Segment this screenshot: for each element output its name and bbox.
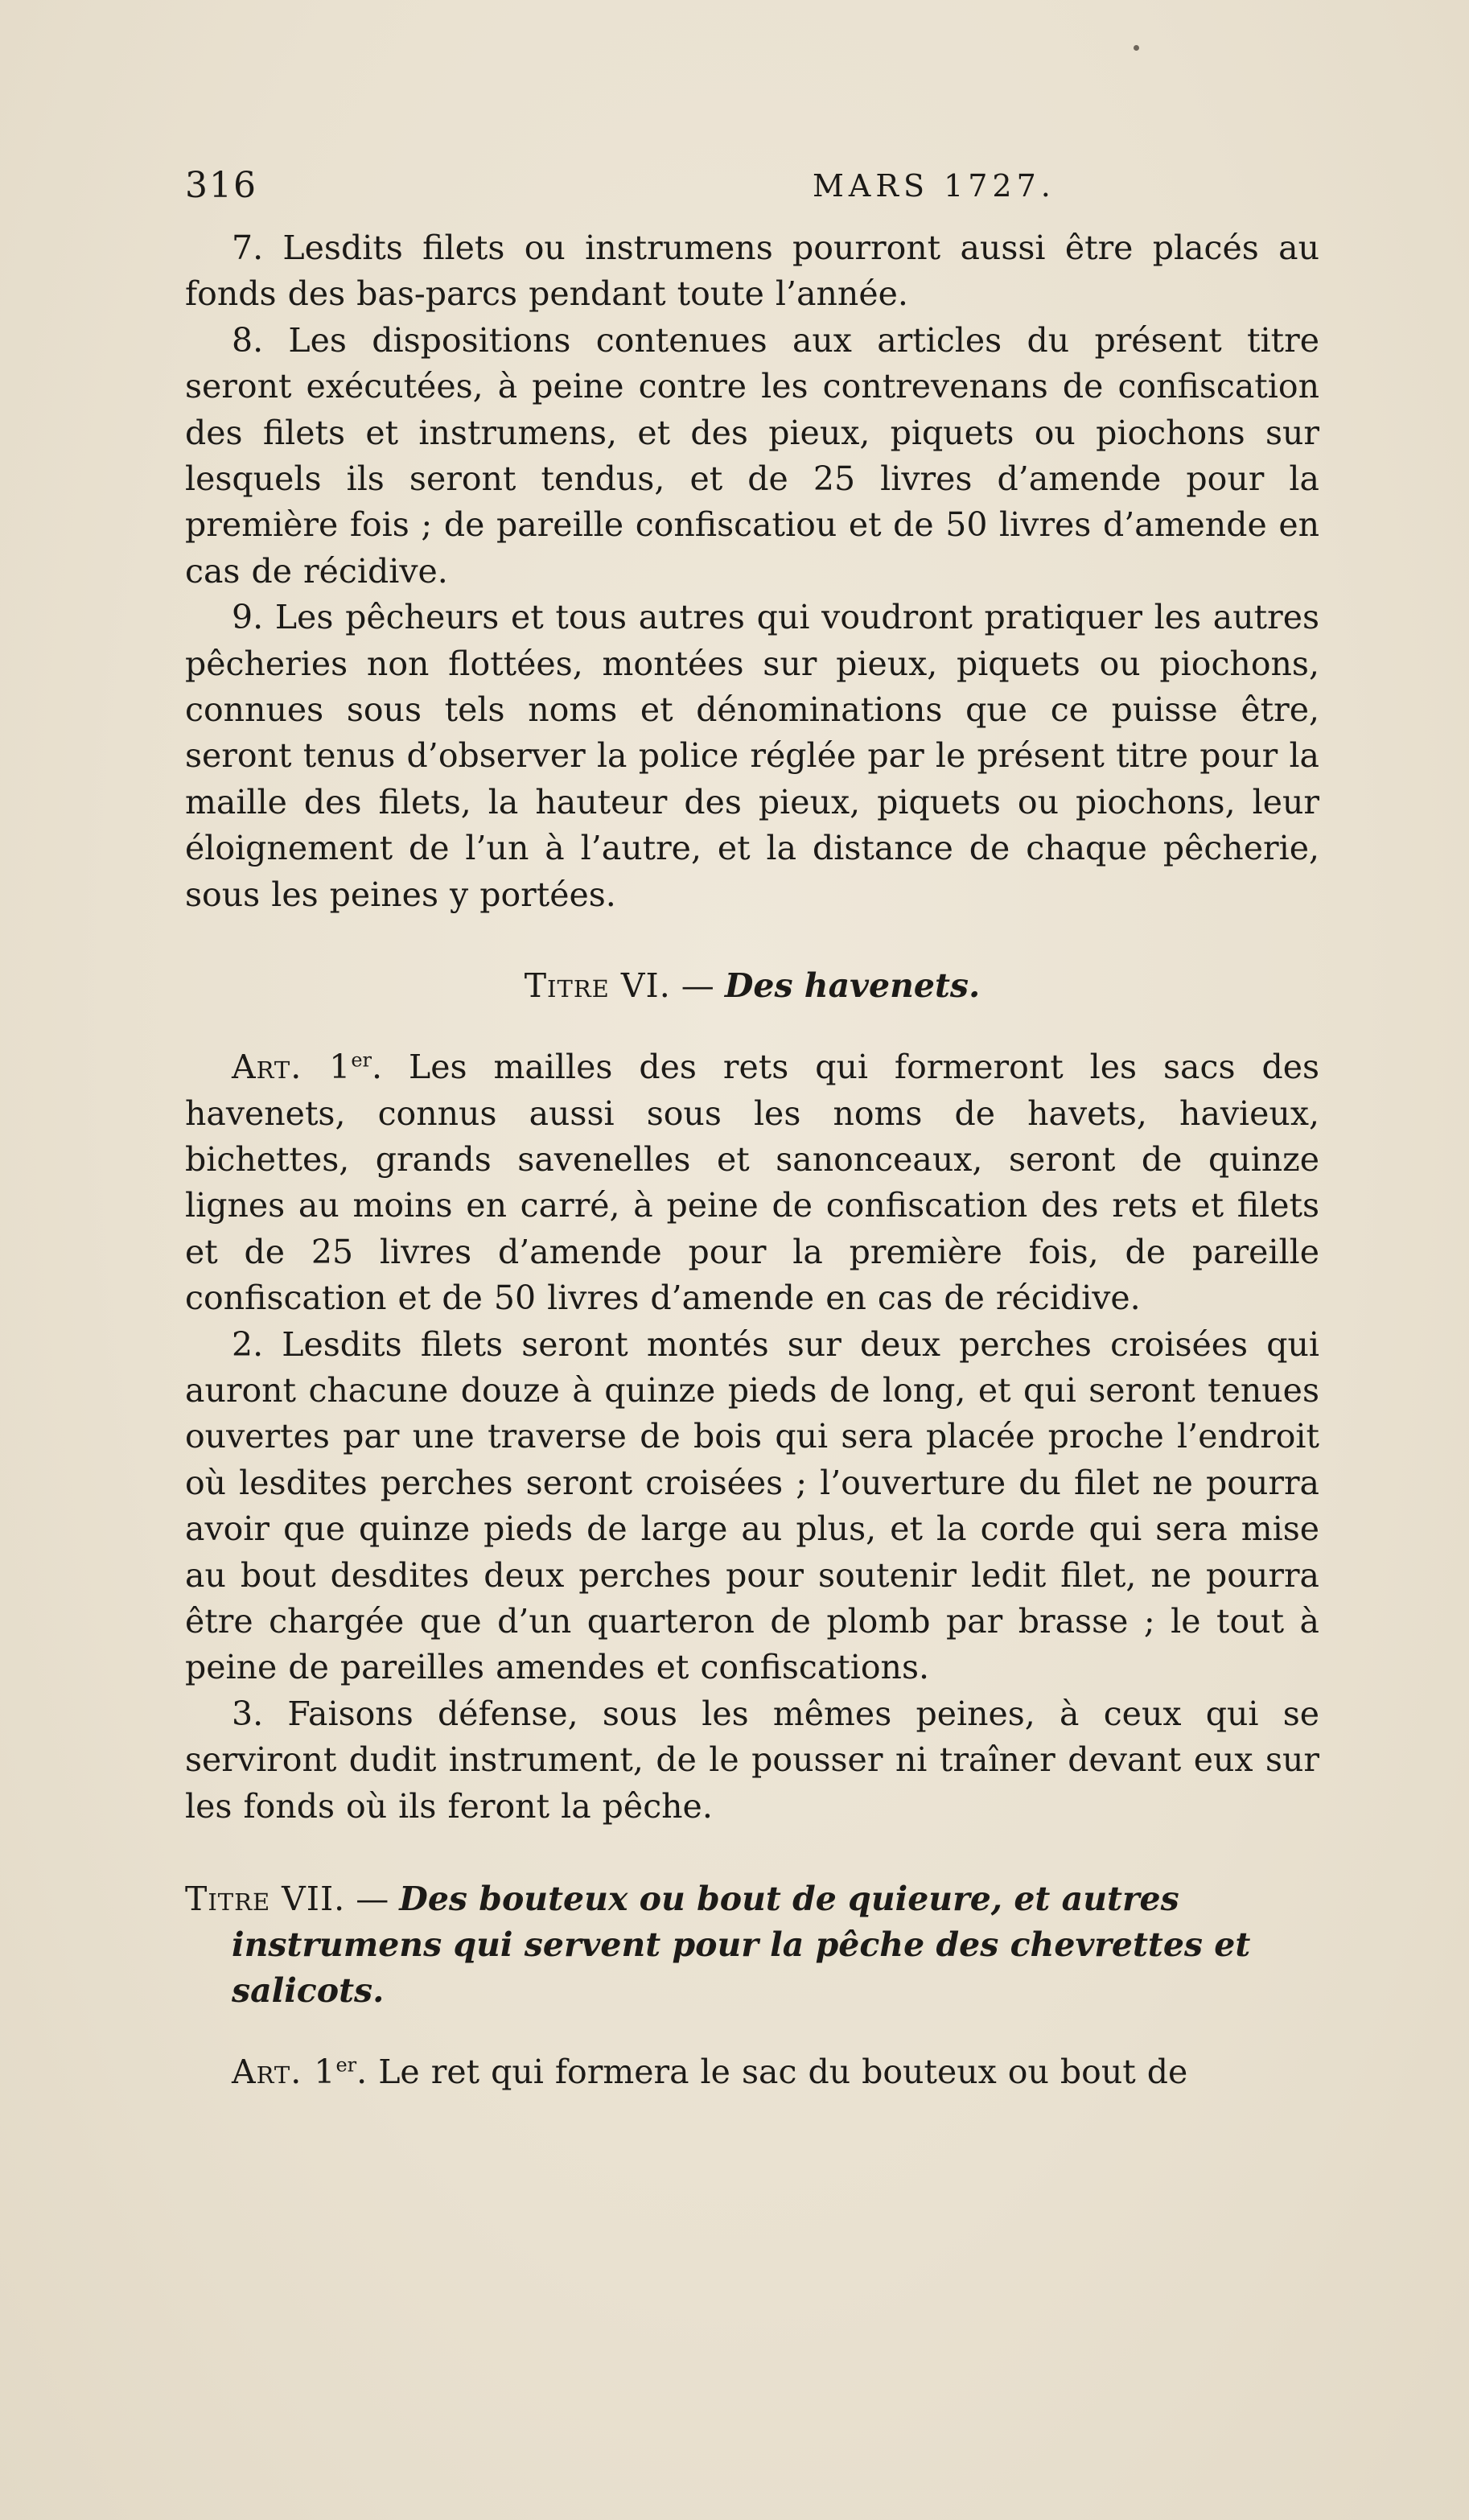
- article-text: . Les mailles des rets qui formeront les sacs des havenets, connus aussi sous les noms de havets, havieux, bichettes, grands savenelles et sanonceaux, seront de quinze lignes au moins en carré, à peine de confiscation des rets et filets et de 25 livres d’amende pour la première fois, de pareille confiscation et de 50 livres d’amende en cas de récidive.: [185, 1048, 1319, 1318]
- running-head: MARS 1727.: [813, 168, 1055, 204]
- article-superscript: er: [335, 2053, 357, 2077]
- titre-vii-article-1: [185, 2049, 1319, 2095]
- titre-vi-article-3: 3. Faisons défense, sous les mêmes peines, à ceux qui se serviront dudit instrument, de le pousser ni traîner devant eux sur les fonds où ils feront la pêche.: [185, 1694, 1319, 1826]
- titre-vi-label: Titre VI.: [524, 966, 671, 1006]
- page-number: 316: [185, 165, 257, 206]
- article-8-paragraph: 8. Les dispositions contenues aux articles du présent titre seront exécutées, à peine contre les contrevenans de confiscation des filets et instrumens, et des pieux, piquets ou piochons sur lesquels ils seront tendus, et de 25 livres d’amende pour la première fois ; de pareille confiscatiou et de 50 livres d’amende en cas de récidive.: [185, 320, 1319, 591]
- article-label: Art. 1: [232, 2053, 336, 2091]
- titre-vi-article-2: 2. Lesdits filets seront montés sur deux perches croisées qui auront chacune douze à quinze pieds de long, et qui seront tenues ouvertes par une traverse de bois qui sera placée proche l’endroit où lesdites perches seront croisées ; l’ouverture du filet ne pourra avoir que quinze pieds de large au plus, et la corde qui sera mise au bout desdites deux perches pour soutenir ledit filet, ne pourra être chargée que d’un quarteron de plomb par brasse ; le tout à peine de pareilles amendes et confiscations.: [185, 1324, 1319, 1687]
- speck-mark: [1134, 45, 1139, 51]
- titre-vii-label: Titre VII.: [185, 1880, 346, 1918]
- article-text: . Le ret qui formera le sac du bouteux ou bout de: [356, 2053, 1188, 2091]
- titre-vii-dash: —: [345, 1880, 400, 1918]
- page-header: [185, 165, 1327, 213]
- titre-vii-title-rest: instrumens qui servent pour la pêche des chevrettes et salicots.: [232, 1925, 1251, 2010]
- article-7-paragraph: 7. Lesdits filets ou instrumens pourront aussi être placés au fonds des bas-parcs pendant toute l’année.: [185, 229, 1319, 314]
- text-block: [185, 225, 1319, 2095]
- article-label: Art. 1: [232, 1048, 352, 1087]
- titre-vi-dash: —: [670, 966, 725, 1006]
- titre-vii-heading: [185, 1876, 1319, 2014]
- article-superscript: er: [351, 1048, 372, 1072]
- article-9-paragraph: 9. Les pêcheurs et tous autres qui voudront pratiquer les autres pêcheries non flottées, montées sur pieux, piquets ou piochons, connues sous tels noms et dénominations que ce puisse être, seront tenus d’observer la police réglée par le présent titre pour la maille des filets, la hauteur des pieux, piquets ou piochons, leur éloignement de l’un à l’autre, et la distance de chaque pêcherie, sous les peines y portées.: [185, 598, 1319, 914]
- titre-vii-title-line1: Des bouteux ou bout de quieure, et autres: [399, 1880, 1179, 1918]
- titre-vi-article-1: [185, 1044, 1319, 1321]
- titre-vi-title: Des havenets.: [724, 966, 981, 1006]
- titre-vi-heading: [185, 963, 1319, 1009]
